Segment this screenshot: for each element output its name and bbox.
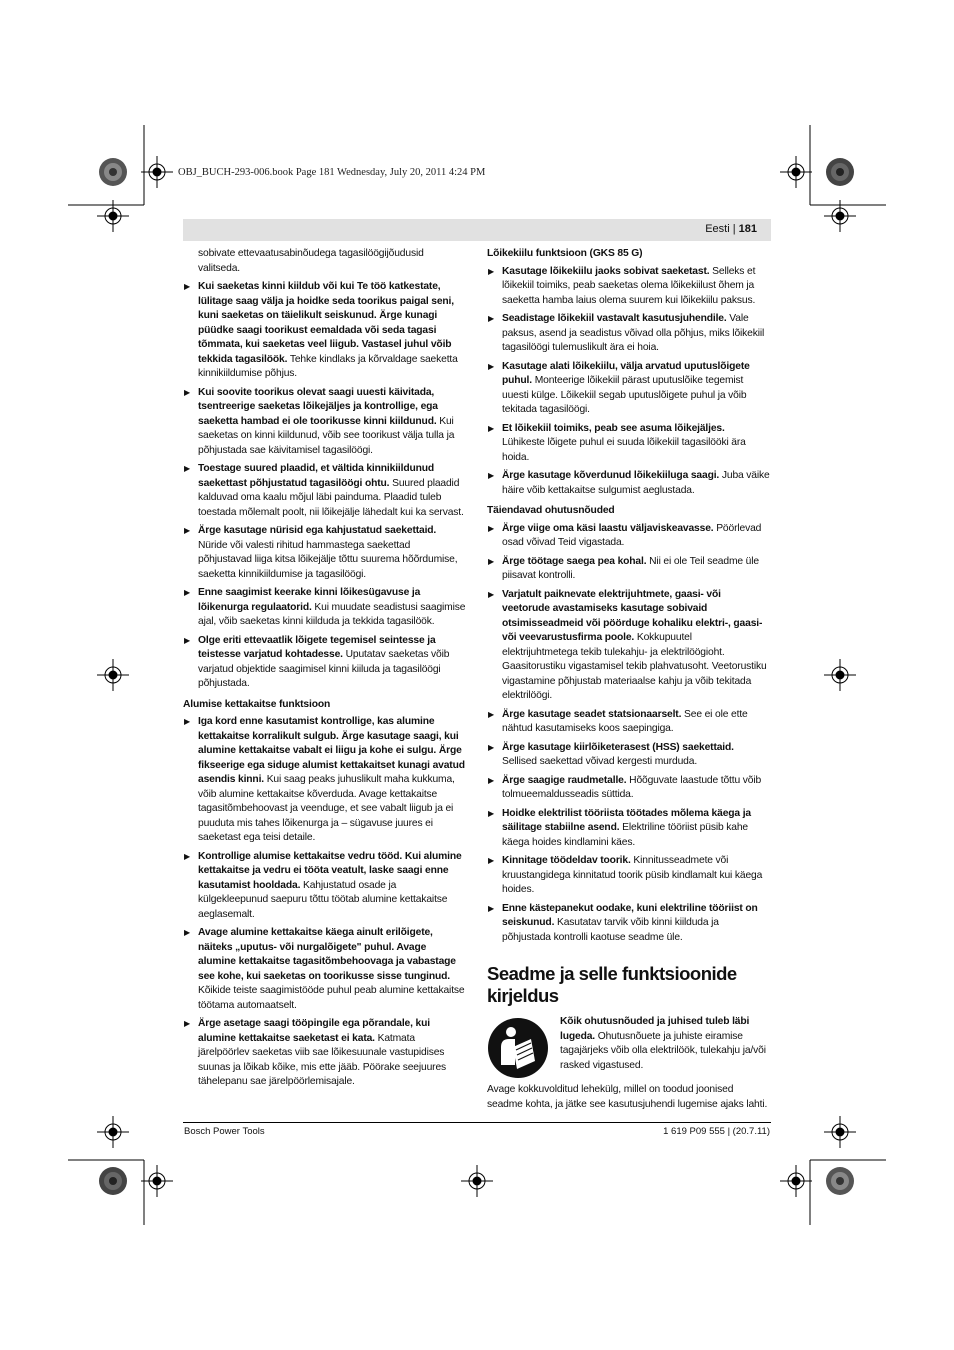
bullet-item bbox=[487, 422, 770, 466]
bullet-item bbox=[183, 634, 466, 692]
right-column bbox=[487, 247, 770, 1116]
bullet-bold-text: Kinnitage töödeldav toorik. bbox=[502, 855, 631, 866]
bullet-item bbox=[487, 265, 770, 309]
bullet-text: Hõõguvate laastude tõttu võib tolmueemaldusseadis süttida. bbox=[502, 774, 762, 800]
bullet-text: Lühikeste lõigete puhul ei suuda lõikekiil tagasilööki ära hoida. bbox=[502, 437, 746, 463]
bullet-bold-text: Kontrollige alumise kettakaitse vedru tööd. Kui alumine kettakaitse ja vedru ei tööta veatult, laske saagi enne kasutamist hooldada. bbox=[198, 850, 462, 891]
bullet-item bbox=[487, 807, 770, 851]
header-separator: | bbox=[732, 223, 736, 235]
bullet-bold-text: Enne saagimist keerake kinni lõikesügavuse ja lõikenurga regulaatorid. bbox=[198, 587, 421, 613]
page-header bbox=[183, 219, 771, 241]
bullet-bold-text: Toestage suured plaadid, et vältida kinnikiildunud saekettast põhjustatud tagasilöögi ohtu. bbox=[198, 463, 435, 489]
bullet-text: Kasutatav tarvik võib kinni kiilduda ja põhjustada kontrolli kaotuse seadme üle. bbox=[502, 917, 719, 943]
riving-knife-bullet-list bbox=[487, 265, 770, 499]
header-text bbox=[705, 223, 757, 235]
bullet-text: Tehke kindlaks ja kõrvaldage saeketta kinnikiildumise põhjus. bbox=[198, 353, 458, 379]
subheading-additional-safety: Täiendavad ohutusnõuded bbox=[487, 505, 615, 516]
bullet-text: Katmata järelpöörlev saeketas viib sae lõikesuunale vastupidises suunas ja lõikab kõike, mis ette jääb. Pöörake seejuures tähelepanu sae järelpöörlemisajale. bbox=[198, 1032, 447, 1087]
bullet-item bbox=[487, 555, 770, 584]
bullet-text: Elektriline tööriist püsib kahe käega hoides kindlamini käes. bbox=[502, 822, 748, 848]
footer-brand: Bosch Power Tools bbox=[184, 1126, 265, 1137]
warning-text: Ohutusnõuete ja juhiste eiramise tagajärjeks võib olla elektrilöök, tulekahju ja/või rasked vigastused. bbox=[560, 1030, 766, 1071]
bullet-bold-text: Ärge asetage saagi tööpingile ega põrandale, kui alumine kettakaitse saeketast ei kata. bbox=[198, 1018, 430, 1044]
warning-bold-text: Kõik ohutusnõuded ja juhised tuleb läbi lugeda. bbox=[560, 1016, 750, 1042]
bullet-bold-text: Ärge kasutage seadet statsionaarselt. bbox=[502, 708, 682, 720]
bullet-bold-text: Ärge töötage saega pea kohal. bbox=[502, 555, 647, 567]
bullet-bold-text: Kasutage lõikekiilu jaoks sobivat saeketast. bbox=[502, 265, 710, 277]
bullet-item bbox=[183, 850, 466, 923]
bullet-bold-text: Ärge kasutage kiirlõiketerasest (HSS) saekettaid. bbox=[502, 741, 734, 753]
bullet-text: Kui muudate seadistusi saagimise ajal, võib saeketas kinni kiilduda ja tekkida tagasilöök. bbox=[198, 601, 466, 627]
page-number: 181 bbox=[738, 223, 757, 235]
warning-block bbox=[487, 1015, 770, 1079]
left-bullet-list bbox=[183, 280, 466, 692]
footer-rule bbox=[183, 1122, 771, 1123]
bullet-text: Kõikide teiste saagimistööde puhul peab alumine kettakaitse töötama automaatselt. bbox=[198, 985, 465, 1011]
bullet-bold-text: Avage alumine kettakaitse käega ainult erilõigete, näiteks „uputus- või nurgalõigete" puhul. Avage alumine kettakaitse tagasitõmbehoovaga ja vabastage see kohe, kui saeketas on toorikusse sisse tunginud. bbox=[198, 927, 456, 982]
bullet-item bbox=[487, 902, 770, 946]
bullet-text: See ei ole ette nähtud kasutamiseks koos saepingiga. bbox=[502, 708, 748, 734]
bullet-text: Pöörlevad osad võivad Teid vigastada. bbox=[502, 522, 762, 548]
bullet-item bbox=[183, 280, 466, 382]
bullet-bold-text: Ärge kasutage nürisid ega kahjustatud saekettaid. bbox=[198, 525, 437, 536]
subheading-riving-knife: Lõikekiilu funktsioon (GKS 85 G) bbox=[487, 248, 643, 259]
bullet-item bbox=[487, 312, 770, 356]
print-info-line: OBJ_BUCH-293-006.book Page 181 Wednesday, July 20, 2011 4:24 PM bbox=[178, 167, 486, 178]
intro-paragraph: sobivate ettevaatusabinõudega tagasilöögijõudusid valitseda. bbox=[198, 248, 424, 274]
bullet-item bbox=[183, 926, 466, 1013]
bullet-text: Juba väike häire võib kettakaitse sulgumist aeglustada. bbox=[502, 470, 770, 496]
bullet-text: Monteerige lõikekiil pärast uputuslõike tegemist uuesti külge. Lõikekiil segab uputuslõigete puhul ja võib tekitada tagasilöögi. bbox=[502, 375, 747, 415]
bullet-item bbox=[487, 522, 770, 551]
bullet-item bbox=[183, 462, 466, 520]
bullet-text: Nii ei ole Teil seadme üle piisavat kontrolli. bbox=[502, 555, 759, 581]
bullet-item bbox=[487, 469, 770, 498]
bullet-bold-text: Kui saeketas kinni kiildub või kui Te töö katkestate, lülitage saag välja ja hoidke seda toorikus paigal seni, kuni saeketas on täielikult seiskunud. Ärge kunagi püüdke saagi toorikust eemaldada või seda tagasi tõmmata, kui saeketas veel liigub. Vastasel juhul võib tekkida tagasilöök. bbox=[198, 281, 454, 365]
bullet-item bbox=[487, 741, 770, 770]
bullet-text: Suured plaadid kalduvad oma kaalu mõjul läbi painduma. Plaadid tuleb toestada mõlemalt poolt, nii lõikejälje lähedalt kui ka servast. bbox=[198, 477, 464, 518]
bullet-text: Selleks et lõikekiil toimiks, peab saeketas olema lõikekiilust õhem ja saeketta hamba laius olema suurem kui lõikekiilu paksus. bbox=[502, 265, 756, 306]
lower-guard-bullet-list bbox=[183, 715, 466, 1090]
bullet-item bbox=[183, 715, 466, 846]
bullet-bold-text: Et lõikekiil toimiks, peab see asuma lõikejäljes. bbox=[502, 422, 725, 434]
bullet-text: Nüride või valesti rihitud hammastega saekettad põhjustavad liiga kitsa lõikejälje tõttu suurema hõõrdumise, saeketta kinnikiildumise ja tagasilöögi. bbox=[198, 539, 458, 580]
bullet-item bbox=[487, 854, 770, 898]
bullet-bold-text: Kui soovite toorikus olevat saagi uuesti käivitada, tsentreerige saeketas lõikejäljes ja kontrollige, ega saeketta hambad ei ole toorikusse kinni kiildunud. bbox=[198, 386, 438, 427]
bullet-bold-text: Hoidke elektrilist tööriista töötades mõlema käega ja säilitage stabiilne asend. bbox=[502, 807, 751, 833]
bullet-text: Sellised saekettad võivad kergesti murduda. bbox=[502, 756, 698, 767]
footer-doc-number: 1 619 P09 555 | (20.7.11) bbox=[663, 1126, 770, 1137]
bullet-bold-text: Iga kord enne kasutamist kontrollige, kas alumine kettakaitse korralikult sulgub. Ärge kasutage saagi, kui alumine kettakaitse vabalt ei liigu ja kohe ei sulgu. Ärge fikseerige ega siduge alumist kettakaitset kunagi avatud asendis kinni. bbox=[198, 716, 465, 785]
left-column bbox=[183, 247, 466, 1094]
bullet-item bbox=[183, 524, 466, 582]
bullet-item bbox=[183, 386, 466, 459]
bullet-bold-text: Ärge kasutage kõverdunud lõikekiiluga saagi. bbox=[502, 470, 720, 481]
section-title: Seadme ja selle funktsioonide kirjeldus bbox=[487, 963, 737, 1006]
bullet-bold-text: Kasutage alati lõikekiilu, välja arvatud uputuslõigete puhul. bbox=[502, 360, 750, 386]
bullet-text: Kokkupuutel elektrijuhtmetega tekib tulekahju- ja elektrilöögioht. Gaasitorustiku vigastamisel tekib plahvatusoht. Veetorustiku vigastamine põhjustab materiaalse kahju ja võib tekitada elektrilöögi. bbox=[502, 632, 767, 701]
bullet-bold-text: Ärge viige oma käsi laastu väljaviskeavasse. bbox=[502, 522, 714, 534]
bullet-text: Uputatav saeketas võib varjatud objektide saagimisel kinni kiiluda ja tagasilöögi põhjustada. bbox=[198, 649, 450, 689]
bullet-text: Kahjustatud osade ja külgekleepunud saepuru tõttu töötab alumine kettakaitse aeglasemalt. bbox=[198, 879, 448, 920]
header-language: Eesti bbox=[705, 223, 730, 235]
bullet-bold-text: Ärge saagige raudmetalle. bbox=[502, 774, 627, 786]
bullet-bold-text: Enne kästepanekut oodake, kuni elektriline tööriist on seiskunud. bbox=[502, 902, 758, 928]
read-manual-icon bbox=[487, 1017, 549, 1079]
additional-safety-bullet-list bbox=[487, 522, 770, 946]
bullet-text: Kui saag peaks juhuslikult maha kukkuma, võib alumine kettakaitse kõverduda. Avage kettakaitse tagasitõmbehoovast ja veenduge, et see vabalt liigub ja ei puuduta mis tahes lõikenurga ja – sügavuse juures ei saeketast ega teisi detaile. bbox=[198, 774, 455, 843]
bullet-item bbox=[487, 360, 770, 418]
final-paragraph: Avage kokkuvolditud lehekülg, millel on toodud joonised seadme kohta, ja jätke see kasutusjuhendi lugemise ajaks lahti. bbox=[487, 1084, 768, 1110]
bullet-text: Vale paksus, asend ja seadistus võivad olla põhjus, miks lõikekiil tagasilöögi tulemuslikult ära ei hoia. bbox=[502, 313, 765, 353]
bullet-item bbox=[487, 774, 770, 803]
bullet-item bbox=[487, 708, 770, 737]
bullet-item bbox=[183, 1017, 466, 1090]
bullet-item bbox=[183, 586, 466, 630]
bullet-item bbox=[487, 588, 770, 704]
bullet-bold-text: Seadistage lõikekiil vastavalt kasutusjuhendile. bbox=[502, 313, 727, 324]
subheading-lower-guard: Alumise kettakaitse funktsioon bbox=[183, 698, 331, 710]
bullet-bold-text: Olge eriti ettevaatlik lõigete tegemisel seintesse ja teistesse varjatud kohtadesse. bbox=[198, 634, 436, 660]
bullet-text: Kinnitusseadmete või kruustangidega kinnitatud toorik püsib kindlamalt kui käega hoides. bbox=[502, 855, 763, 895]
bullet-bold-text: Varjatult paiknevate elektrijuhtmete, gaasi- või veetorude avastamiseks kasutage sobivaid otsimisseadmeid või pöörduge kohaliku elektri-, gaasi- või veevarustusfirma poole. bbox=[502, 588, 763, 643]
bullet-text: Kui saeketas on kinni kiildunud, võib see toorikust välja tulla ja põhjustada sae käivitamisel tagasilöögi. bbox=[198, 415, 455, 456]
